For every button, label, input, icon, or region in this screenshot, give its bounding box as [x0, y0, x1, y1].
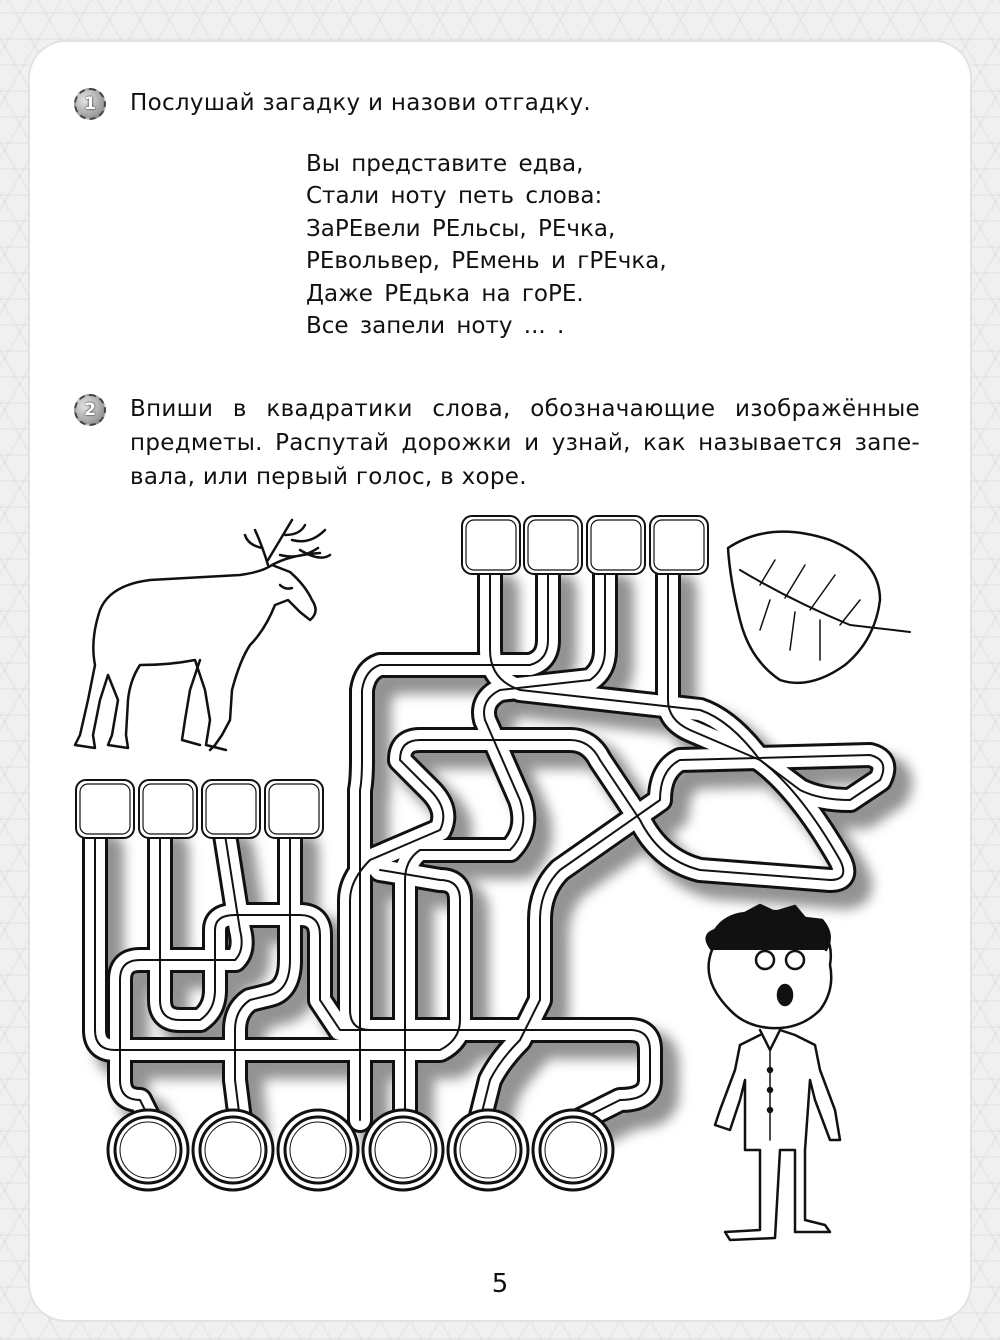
answer-circle[interactable]: [448, 1110, 528, 1190]
singing-boy-illustration: [707, 905, 840, 1240]
letter-box[interactable]: [139, 780, 197, 838]
answer-circle[interactable]: [108, 1110, 188, 1190]
letter-box[interactable]: [265, 780, 323, 838]
letter-box[interactable]: [76, 780, 134, 838]
letter-box[interactable]: [650, 516, 708, 574]
letter-box[interactable]: [587, 516, 645, 574]
moose-word-boxes: [76, 780, 323, 838]
poem-line: Все запели ноту ... .: [306, 313, 565, 340]
poem-line: ЗаРЕвели РЕльсы, РЕчка,: [306, 215, 616, 242]
letter-box[interactable]: [462, 516, 520, 574]
answer-circle[interactable]: [193, 1110, 273, 1190]
leaf-illustration: [728, 532, 910, 683]
letter-box[interactable]: [524, 516, 582, 574]
poem-line: РЕвольвер, РЕмень и гРЕчка,: [306, 248, 667, 275]
letter-box[interactable]: [202, 780, 260, 838]
poem-line: Даже РЕдька на гоРЕ.: [306, 280, 584, 307]
poem-line: Стали ноту петь слова:: [306, 183, 603, 210]
moose-illustration: [75, 520, 330, 750]
instruction-line: вала, или первый голос, в хоре.: [130, 464, 527, 490]
task-1-instruction: Послушай загадку и назови отгадку.: [130, 90, 592, 116]
answer-circle[interactable]: [363, 1110, 443, 1190]
answer-circle[interactable]: [533, 1110, 613, 1190]
leaf-word-boxes: [462, 516, 708, 574]
answer-circle[interactable]: [278, 1110, 358, 1190]
instruction-line: предметы. Распутай дорожки и узнай, как называется запе-: [130, 430, 920, 456]
task-number-badge-2: 2: [74, 394, 106, 426]
instruction-line: Впиши в квадратики слова, обозначающие изображённые: [130, 396, 920, 422]
task-number-badge-1: 1: [74, 88, 106, 120]
poem-line: Вы представите едва,: [306, 151, 584, 177]
page-number: 5: [460, 1262, 540, 1306]
